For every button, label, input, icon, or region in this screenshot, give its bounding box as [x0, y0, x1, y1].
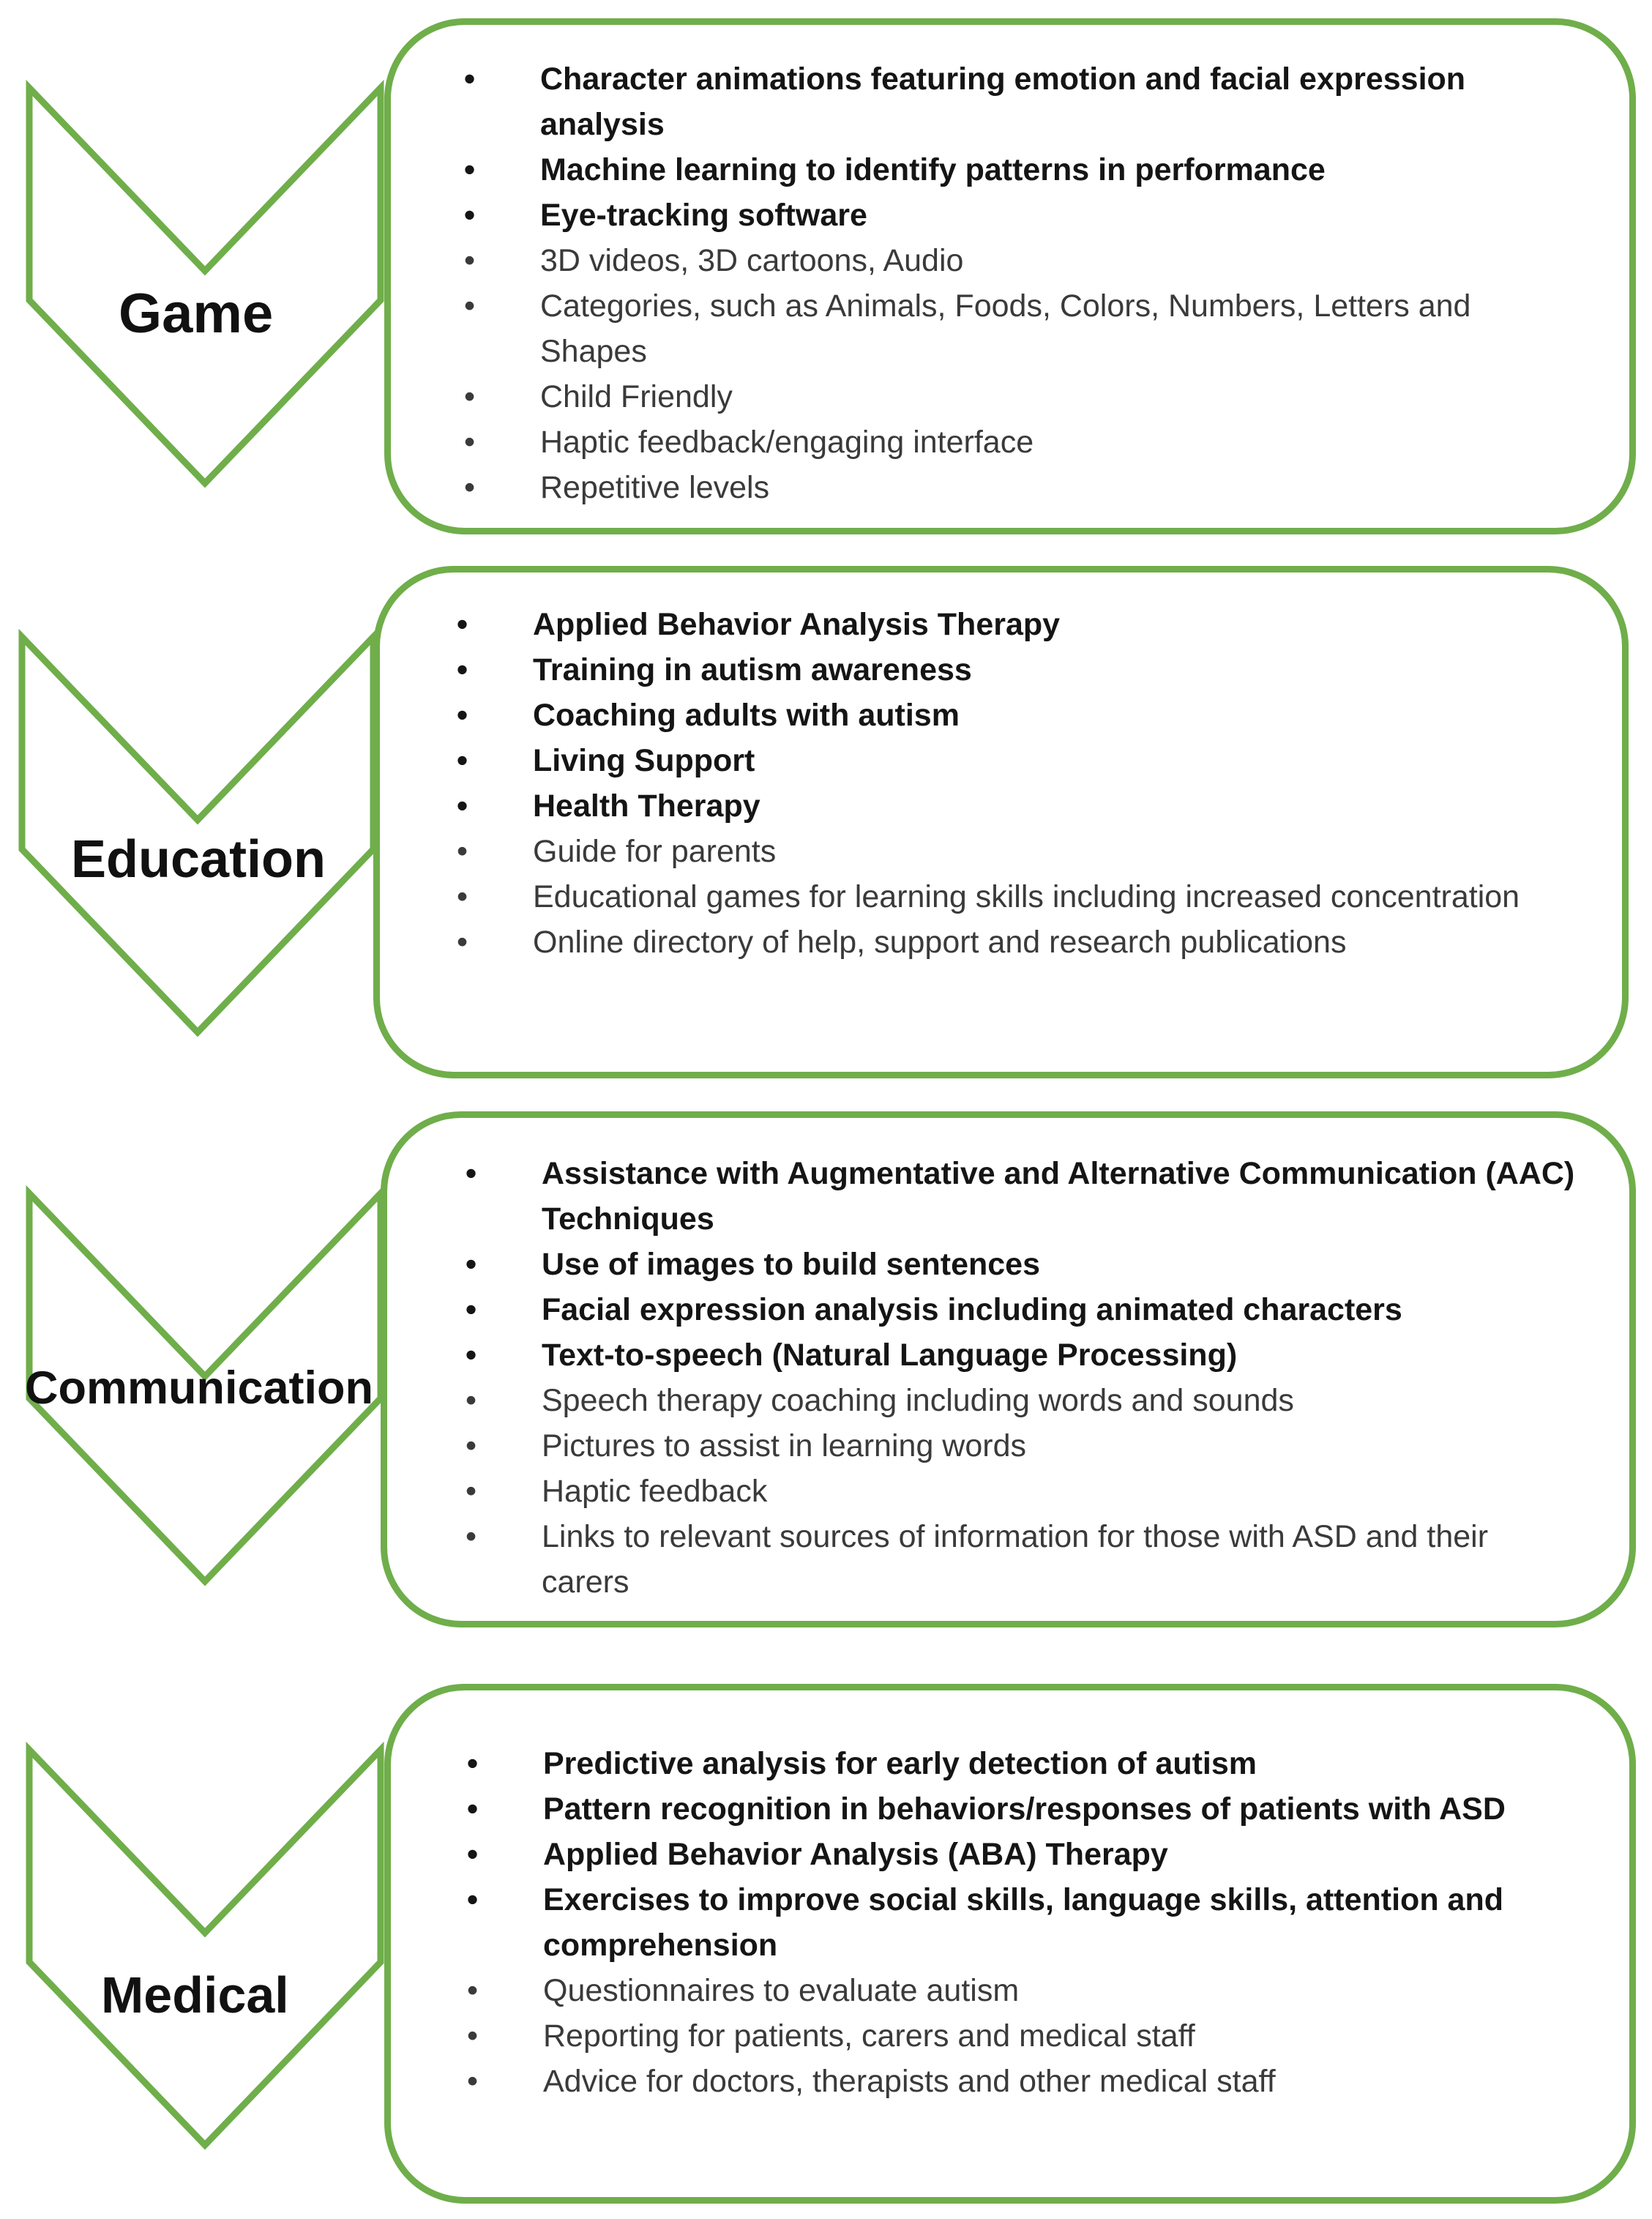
- bullet-icon: •: [457, 879, 468, 914]
- list-item: [467, 1832, 1582, 1877]
- bullet-icon: •: [457, 834, 468, 869]
- list-game: [464, 56, 1580, 510]
- bullet-icon: •: [467, 2064, 479, 2099]
- list-item-text: Pictures to assist in learning words: [542, 1428, 1027, 1463]
- list-item: [457, 829, 1572, 874]
- list-item-text: Applied Behavior Analysis (ABA) Therapy: [543, 1837, 1168, 1872]
- list-medical: [467, 1741, 1582, 2104]
- list-item: [467, 1877, 1582, 1968]
- list-item: [464, 147, 1580, 193]
- list-item: [457, 693, 1572, 738]
- list-item-text: Coaching adults with autism: [533, 698, 960, 733]
- bullet-icon: •: [467, 1882, 479, 1917]
- list-item-text: Predictive analysis for early detection of autism: [543, 1746, 1257, 1781]
- bullet-icon: •: [467, 1746, 479, 1781]
- bullet-icon: •: [464, 470, 476, 505]
- list-item-text: Training in autism awareness: [533, 652, 972, 687]
- list-item-text: Machine learning to identify patterns in performance: [540, 152, 1326, 187]
- bullet-icon: •: [457, 607, 468, 642]
- section-label-education: Education: [71, 830, 326, 889]
- list-item: [466, 1423, 1581, 1469]
- bullet-icon: •: [464, 288, 476, 324]
- list-item-text: 3D videos, 3D cartoons, Audio: [540, 243, 964, 278]
- list-item: [464, 283, 1580, 374]
- bullet-icon: •: [466, 1247, 477, 1282]
- list-item: [457, 738, 1572, 783]
- list-item-text: Repetitive levels: [540, 470, 770, 505]
- bullet-icon: •: [464, 379, 476, 414]
- list-item-text: Exercises to improve social skills, language skills, attention and comprehension: [543, 1882, 1503, 1963]
- bullet-icon: •: [457, 925, 468, 960]
- bullet-icon: •: [464, 425, 476, 460]
- list-item: [467, 2059, 1582, 2104]
- bullet-icon: •: [457, 743, 468, 778]
- list-item: [467, 1786, 1582, 1832]
- bullet-icon: •: [464, 198, 476, 233]
- list-item-text: Facial expression analysis including animated characters: [542, 1292, 1402, 1327]
- list-item: [466, 1151, 1581, 1242]
- list-item: [457, 647, 1572, 693]
- bullet-icon: •: [467, 2018, 479, 2054]
- bullet-icon: •: [467, 1973, 479, 2008]
- list-item-text: Online directory of help, support and research publications: [533, 925, 1347, 960]
- list-item: [466, 1332, 1581, 1378]
- bullet-icon: •: [467, 1837, 479, 1872]
- list-item-text: Haptic feedback: [542, 1474, 768, 1509]
- bullet-icon: •: [467, 1791, 479, 1827]
- list-item-text: Child Friendly: [540, 379, 733, 414]
- section-label-medical: Medical: [101, 1966, 289, 2024]
- bullet-icon: •: [464, 61, 476, 97]
- list-item: [464, 238, 1580, 283]
- bullet-icon: •: [464, 243, 476, 278]
- bullet-icon: •: [466, 1519, 477, 1554]
- list-education: [457, 602, 1572, 965]
- list-item: [464, 193, 1580, 238]
- list-item-text: Eye-tracking software: [540, 198, 867, 233]
- list-item-text: Assistance with Augmentative and Alternative Communication (AAC) Techniques: [542, 1156, 1575, 1237]
- list-item-text: Living Support: [533, 743, 755, 778]
- list-item-text: Reporting for patients, carers and medical staff: [543, 2018, 1195, 2054]
- bullet-icon: •: [466, 1156, 477, 1191]
- bullet-icon: •: [457, 788, 468, 824]
- list-item-text: Health Therapy: [533, 788, 760, 824]
- list-item: [464, 374, 1580, 419]
- bullet-icon: •: [466, 1474, 477, 1509]
- bullet-icon: •: [457, 698, 468, 733]
- list-item-text: Speech therapy coaching including words and sounds: [542, 1383, 1294, 1418]
- section-label-communication: Communication: [25, 1362, 374, 1414]
- list-item-text: Educational games for learning skills including increased concentration: [533, 879, 1520, 914]
- list-item-text: Pattern recognition in behaviors/responses of patients with ASD: [543, 1791, 1506, 1827]
- list-item: [457, 920, 1572, 965]
- list-communication: [466, 1151, 1581, 1605]
- list-item-text: Guide for parents: [533, 834, 777, 869]
- list-item: [466, 1469, 1581, 1514]
- list-item: [466, 1378, 1581, 1423]
- list-item: [466, 1242, 1581, 1287]
- list-item-text: Questionnaires to evaluate autism: [543, 1973, 1020, 2008]
- list-item: [467, 2013, 1582, 2059]
- list-item-text: Applied Behavior Analysis Therapy: [533, 607, 1061, 642]
- list-item: [466, 1287, 1581, 1332]
- list-item: [457, 874, 1572, 920]
- list-item-text: Haptic feedback/engaging interface: [540, 425, 1034, 460]
- section-label-game: Game: [119, 283, 274, 345]
- list-item: [467, 1968, 1582, 2013]
- bullet-icon: •: [466, 1428, 477, 1463]
- list-item: [457, 602, 1572, 647]
- list-item: [464, 56, 1580, 147]
- list-item-text: Use of images to build sentences: [542, 1247, 1041, 1282]
- list-item: [466, 1514, 1581, 1605]
- list-item-text: Categories, such as Animals, Foods, Colors, Numbers, Letters and Shapes: [540, 288, 1471, 369]
- list-item: [464, 465, 1580, 510]
- bullet-icon: •: [457, 652, 468, 687]
- list-item-text: Text-to-speech (Natural Language Processing): [542, 1338, 1238, 1373]
- bullet-icon: •: [466, 1383, 477, 1418]
- list-item: [467, 1741, 1582, 1786]
- list-item-text: Advice for doctors, therapists and other medical staff: [543, 2064, 1276, 2099]
- bullet-icon: •: [466, 1292, 477, 1327]
- chevron-medical: [29, 1750, 381, 2145]
- list-item-text: Character animations featuring emotion and facial expression analysis: [540, 61, 1466, 142]
- bullet-icon: •: [466, 1338, 477, 1373]
- list-item: [464, 419, 1580, 465]
- list-item: [457, 783, 1572, 829]
- list-item-text: Links to relevant sources of information for those with ASD and their carers: [542, 1519, 1489, 1600]
- bullet-icon: •: [464, 152, 476, 187]
